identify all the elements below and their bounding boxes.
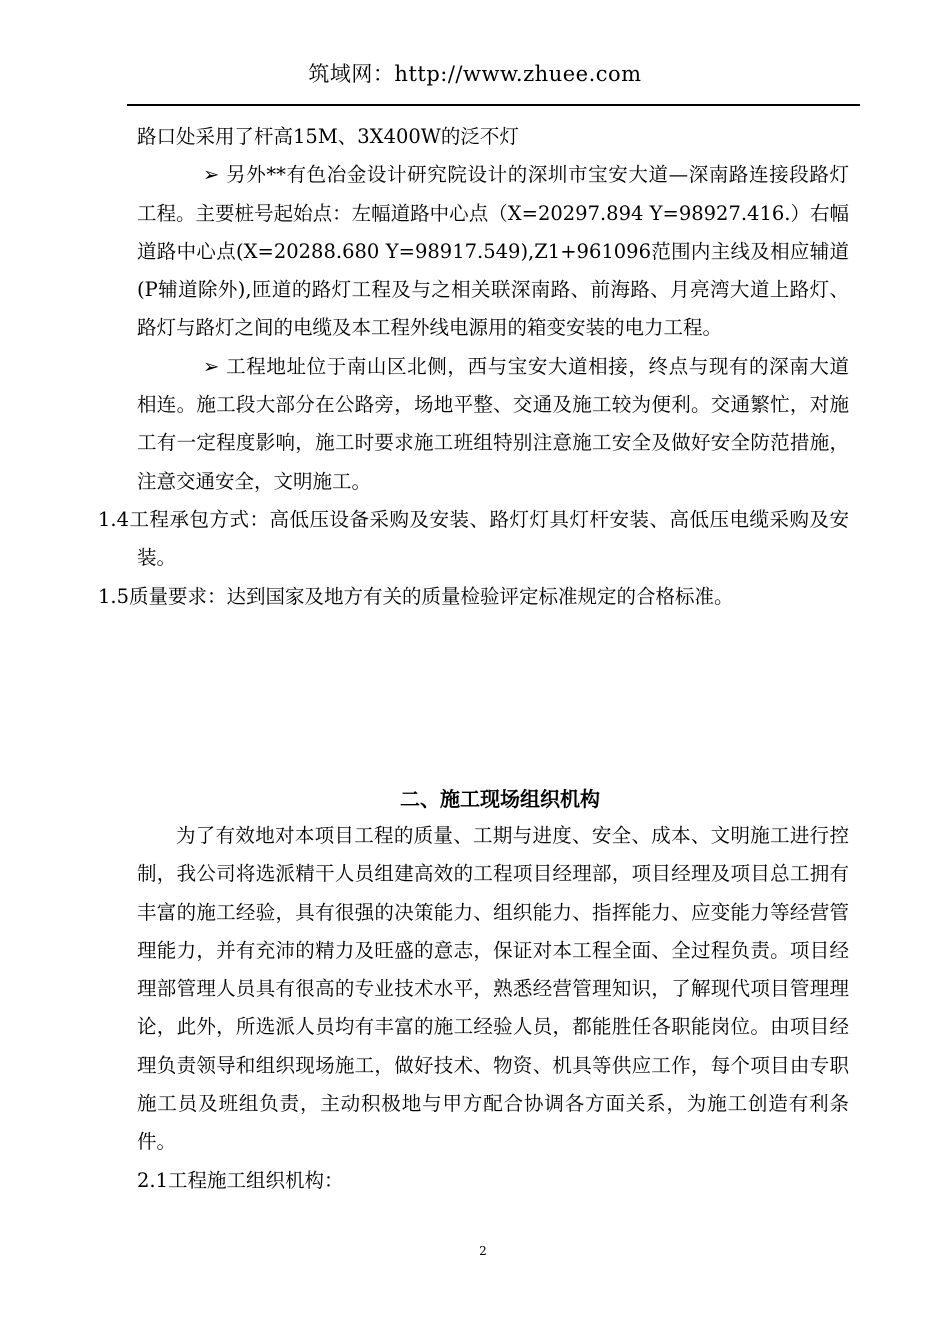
page-number: 2 bbox=[479, 1244, 487, 1258]
paragraph-continuation: 路口处采用了杆高15M、3X400W的泛不灯 bbox=[137, 125, 519, 148]
section-2-heading: 二、施工现场组织机构 bbox=[400, 787, 600, 811]
section-1-body bbox=[98, 118, 849, 616]
header-divider bbox=[127, 104, 860, 106]
item-1-4: 1.4工程承包方式：高低压设备采购及安装、路灯灯具灯杆安装、高低压电缆采购及安装。 bbox=[98, 507, 849, 570]
bullet-text-2: 工程地址位于南山区北侧，西与宝安大道相接，终点与现有的深南大道相连。施工段大部分在公路旁，场地平整、交通及施工较为便利。交通繁忙，对施工有一定程度影响，施工时要求施工班组特别注意施工安全及做好安全防范措施，注意交通安全，文明施工。 bbox=[137, 354, 849, 493]
page-header: 筑域网：http://www.zhuee.com bbox=[308, 62, 642, 86]
arrow-bullet-icon: ➢ bbox=[203, 354, 220, 378]
item-1-5: 1.5质量要求：达到国家及地方有关的质量检验评定标准规定的合格标准。 bbox=[98, 584, 734, 608]
section-2-paragraph: 为了有效地对本项目工程的质量、工期与进度、安全、成本、文明施工进行控制，我公司将选派精干人员组建高效的工程项目经理部，项目经理及项目总工拥有丰富的施工经验，具有很强的决策能力、组织能力、指挥能力、应变能力等经营管理能力，并有充沛的精力及旺盛的意志，保证对本工程全面、全过程负责。项目经理部管理人员具有很高的专业技术水平，熟悉经营管理知识，了解现代项目管理理论，此外，所选派人员均有丰富的施工经验人员，都能胜任各职能岗位。由项目经理负责领导和组织现场施工，做好技术、物资、机具等供应工作，每个项目由专职施工员及班组负责，主动积极地与甲方配合协调各方面关系，为施工创造有利条件。 bbox=[137, 824, 849, 1154]
bullet-paragraph-2 bbox=[137, 348, 849, 501]
bullet-paragraph-1 bbox=[137, 156, 849, 347]
subheading-2-1: 2.1工程施工组织机构： bbox=[137, 1168, 344, 1192]
section-2-body bbox=[137, 817, 849, 1200]
bullet-text-1: 另外**有色冶金设计研究院设计的深圳市宝安大道—深南路连接段路灯工程。主要桩号起始点：左幅道路中心点（X=20297.894 Y=98927.416.）右幅道路中心点(X=20288.680 Y=98917.549),Z1+961096范围内主线及相应辅道(P辅道除外),匝道的路灯工程及与之相关联深南路、前海路、月亮湾大道上路灯、路灯与路灯之间的电缆及本工程外线电源用的箱变安装的电力工程。 bbox=[137, 163, 849, 340]
arrow-bullet-icon: ➢ bbox=[203, 163, 220, 187]
